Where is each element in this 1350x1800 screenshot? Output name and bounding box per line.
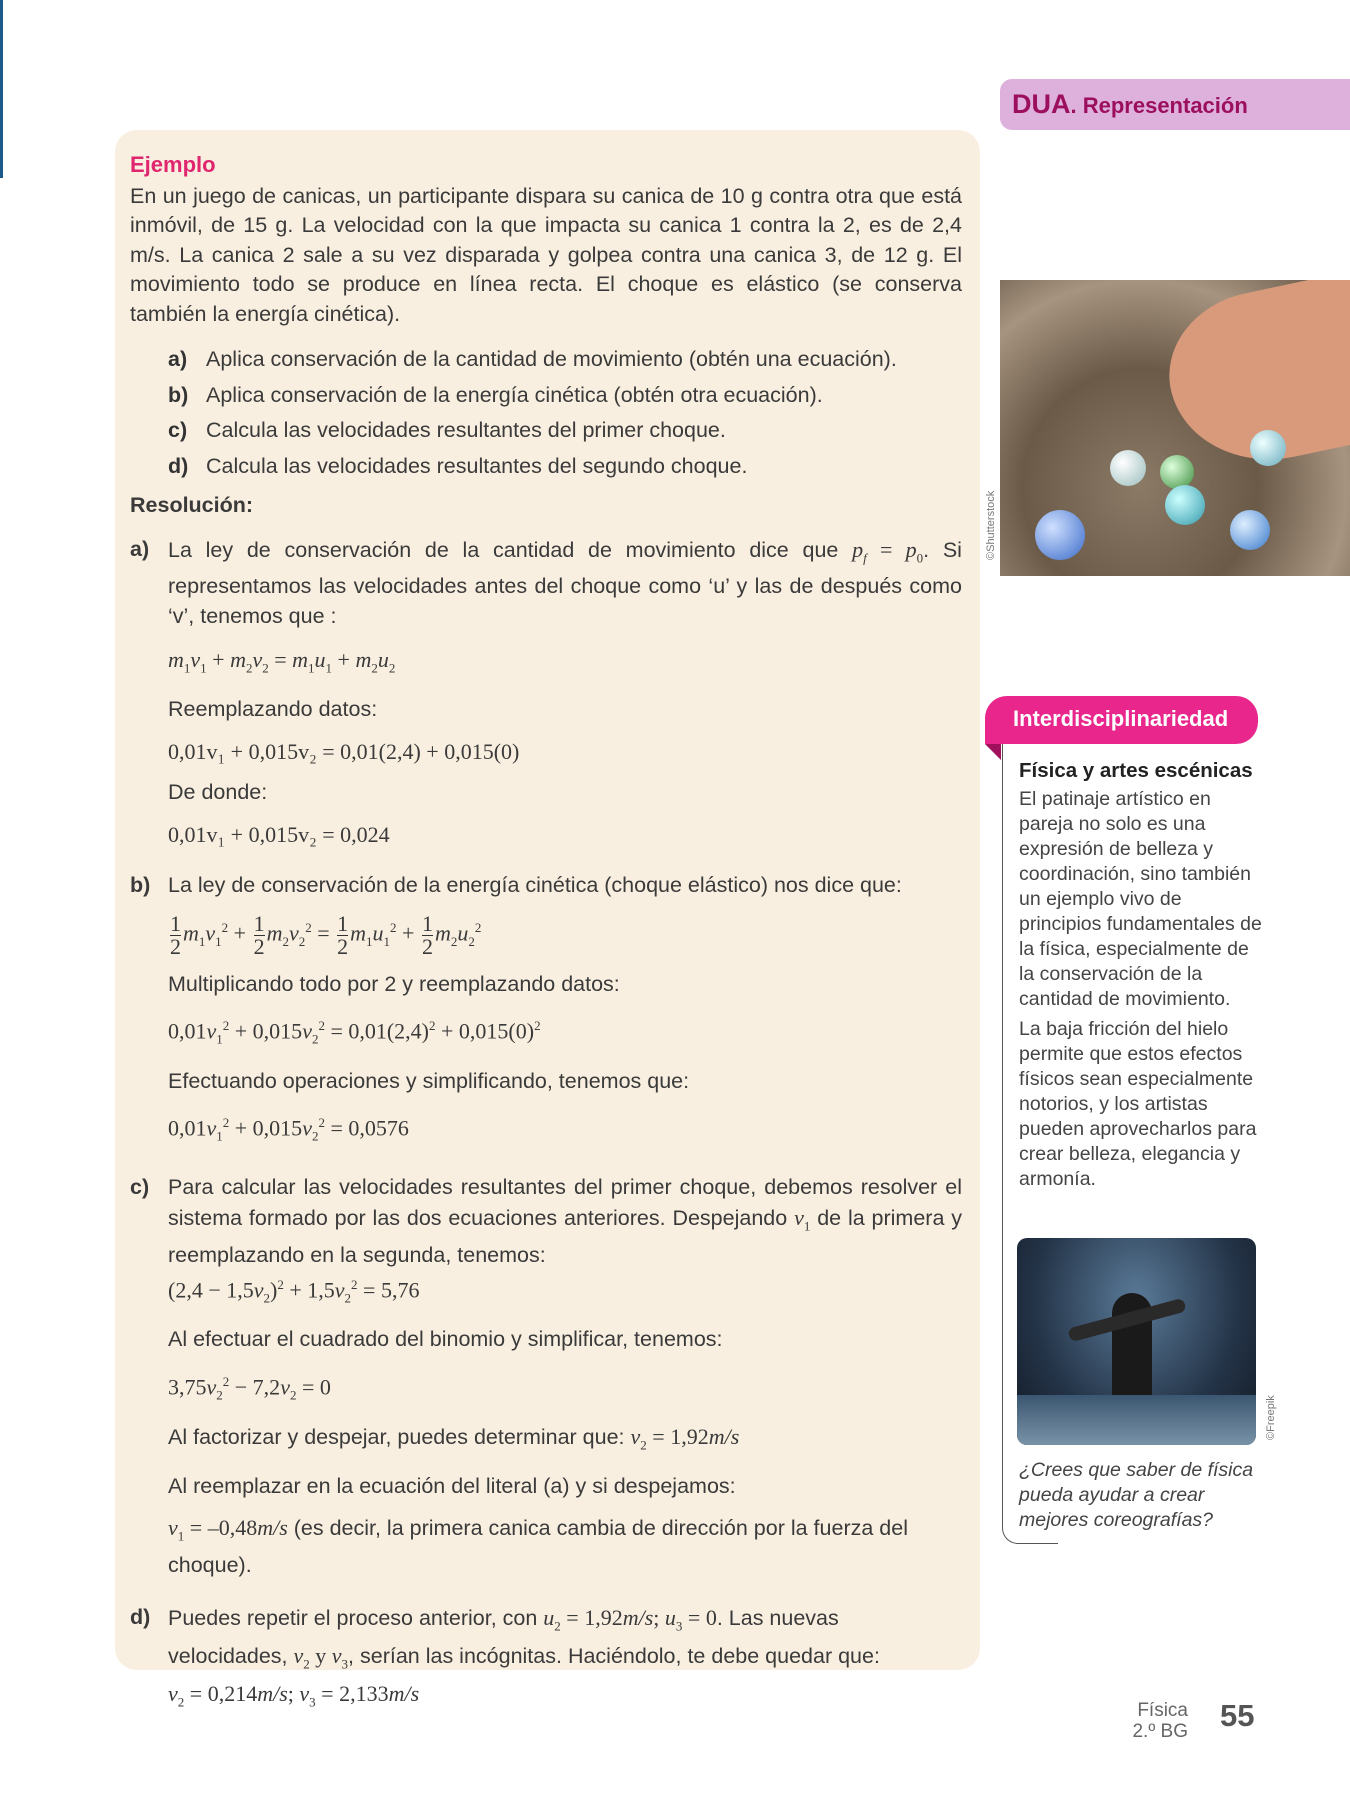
step-text: De donde:: [168, 780, 268, 805]
equation-momentum: $m_1v_1 + m_2v_2 = m_1u_1 + m_2u_2$: [168, 647, 396, 676]
photo-credit: ©Freepik: [1265, 1395, 1277, 1440]
marble: [1230, 510, 1270, 550]
photo-credit: ©Shutterstock: [985, 490, 997, 560]
u3-value: 0: [705, 1604, 717, 1630]
marbles-photo: [1000, 280, 1350, 576]
task-letter: c): [168, 418, 188, 442]
v2-value: 1,92: [670, 1424, 709, 1450]
intro-text: La ley de conservación de la cantidad de movimiento dice que: [168, 537, 839, 562]
page-edge-bar: [0, 0, 3, 178]
v2-value: 0,214: [207, 1680, 258, 1706]
marble: [1165, 485, 1205, 525]
intro-text: Para calcular las velocidades resultantes del primer choque, debemos resolver el sistema formado por las dos ecuaciones anteriores. Despejando: [168, 1175, 962, 1230]
step-text: Multiplicando todo por 2 y reemplazando datos:: [168, 971, 620, 996]
step-factor: Al factorizar y despejar, puedes determinar que: $v_2 = 1,92m/s$: [168, 1424, 740, 1453]
solution-c: [130, 1173, 962, 1593]
step-text: Efectuando operaciones y simplificando, tenemos que:: [168, 1068, 690, 1093]
solution-letter: c): [130, 1175, 150, 1200]
step-text: Reemplazando datos:: [168, 697, 378, 722]
page-number: 55: [1220, 1698, 1255, 1733]
equation-value: 5,76: [380, 1277, 420, 1303]
solution-letter: a): [130, 536, 150, 561]
task-text: Calcula las velocidades resultantes del segundo choque.: [206, 453, 748, 478]
marble: [1250, 430, 1286, 466]
task-item: [168, 416, 962, 446]
equation-result: $v_2 = 0,214m/s$; $v_3 = 2,133m/s$: [168, 1680, 420, 1709]
equation: $0,01v_1^2 + 0,015v_2^2 = 0,0576$: [168, 1115, 409, 1144]
example-title: Ejemplo: [130, 152, 216, 177]
solution-letter: d): [130, 1604, 151, 1629]
dua-rest: . Representación: [1070, 93, 1248, 118]
example-statement: En un juego de canicas, un participante dispara su canica de 10 g contra otra que está inmóvil, de 15 g. La velocidad con la que impacta su canica 1 contra la 2, es de 2,4 m/s. La canica 2 sale a su vez disparada y golpea contra una canica 3, de 12 g. El movimiento todo se produce en línea recta. El choque es elástico (se conserva también la energía cinética).: [130, 183, 962, 326]
step-text: Al reemplazar en la ecuación del literal (a) y si despejamos:: [168, 1473, 736, 1498]
solution-d-intro: Puedes repetir el proceso anterior, con $u_2 = 1,92m/s$; $u_3 = 0$. Las nuevas velocidades, $v_2$ y $v_3$, serían las incógnitas. Haciéndolo, te debe quedar que:: [168, 1604, 880, 1672]
step-text: (es decir, la primera canica cambia de dirección por la fuerza del choque).: [168, 1516, 908, 1578]
marble: [1110, 450, 1146, 486]
step-text: Al factorizar y despejar, puedes determinar que:: [168, 1425, 625, 1450]
solution-b: [130, 871, 962, 1163]
solution-a: [130, 535, 962, 862]
marble: [1035, 510, 1085, 560]
task-text: Aplica conservación de la energía cinética (obtén otra ecuación).: [206, 382, 823, 407]
step-text: La ley de conservación de la energía cinética (choque elástico) nos dice que:: [168, 873, 902, 898]
solution-d: [130, 1603, 962, 1729]
tab-fold: [985, 744, 1001, 760]
interdisciplinary-content: [1019, 758, 1269, 1197]
reflection-question: ¿Crees que saber de física pueda ayudar a crear mejores coreografías?: [1019, 1459, 1254, 1531]
task-letter: b): [168, 382, 189, 407]
u2-value: 1,92: [584, 1604, 623, 1630]
equation: $(2,4 - 1,5v_2)^2 + 1,5v_2^2 = 5,76$: [168, 1277, 420, 1306]
task-item: [168, 381, 962, 411]
subject: Física: [1137, 1700, 1188, 1721]
equation-value: 0,0576: [348, 1115, 409, 1141]
intro-text: Puedes repetir el proceso anterior, con: [168, 1605, 538, 1630]
marble: [1160, 455, 1194, 489]
grade: 2.º BG: [1132, 1721, 1188, 1742]
task-letter: a): [168, 347, 188, 371]
intro-text-3: , serían las incógnitas. Haciéndolo, te debe quedar que:: [348, 1643, 880, 1668]
dua-label: DUA: [1012, 89, 1071, 119]
equation: 0,01v₁ + 0,015v₂ = 0,01(2,4) + 0,015(0): [168, 738, 520, 764]
task-list: [168, 345, 962, 481]
interdisciplinary-tab: Interdisciplinariedad: [985, 696, 1258, 744]
sidebar-paragraph: La baja fricción del hielo permite que estos efectos físicos sean especialmente notorios, y los artistas pueden aprovecharlos para crear belleza, elegancia y armonía.: [1019, 1018, 1257, 1190]
solution-c-intro: Para calcular las velocidades resultantes del primer choque, debemos resolver el sistema formado por las dos ecuaciones anteriores. Despejando $v_1$ de la primera y reemplazando en la segunda, tenemos:: [168, 1175, 963, 1267]
task-text: Aplica conservación de la cantidad de movimiento (obtén una ecuación).: [206, 347, 897, 371]
footer-subject: [1120, 1700, 1188, 1742]
equation-energy: $\frac{1}{2}$ $m_1v_1^2$ + $\frac{1}{2}$ $m_2v_2^2$ = $\frac{1}{2}$ $m_1u_1^2$ + $\frac{1}{2}$ $m_2u_2^2$: [170, 910, 482, 959]
task-text: Calcula las velocidades resultantes del primer choque.: [206, 418, 726, 442]
equation: 0,01v₁ + 0,015v₂ = 0,024: [168, 821, 390, 847]
momentum-formula: $p_f = p_0$: [852, 536, 924, 565]
solution-letter: b): [130, 873, 151, 898]
task-item: [168, 452, 962, 482]
resolution-title: Resolución:: [130, 493, 254, 517]
sidebar-paragraph: El patinaje artístico en pareja no solo es una expresión de belleza y coordinación, sino también un ejemplo vivo de principios fundamentales de la física, especialmente de la conservación de la cantidad de movimiento.: [1019, 788, 1262, 1010]
task-item: [168, 345, 962, 375]
task-letter: d): [168, 453, 189, 478]
ice: [1017, 1395, 1256, 1445]
equation: $0,01v_1^2 + 0,015v_2^2 = 0,01(2,4)^2 + 0,015(0)^2$: [168, 1018, 541, 1047]
equation: $3,75v_2^2 - 7,2v_2 = 0$: [168, 1373, 331, 1403]
sidebar-title: Física y artes escénicas: [1019, 759, 1253, 782]
example-box: [115, 130, 980, 1709]
step-v1: $v_1 = -0,48m/s$ (es decir, la primera canica cambia de dirección por la fuerza del choque).: [168, 1515, 908, 1578]
figure-skating-photo: [1017, 1238, 1256, 1445]
v1-value: –0,48: [207, 1515, 258, 1541]
intro-text-2: de la primera y reemplazando en la segunda, tenemos:: [168, 1205, 963, 1267]
v3-value: 2,133: [339, 1680, 389, 1706]
step-text: Al efectuar el cuadrado del binomio y simplificar, tenemos:: [168, 1327, 723, 1352]
intro-text-2: Si representamos las velocidades antes del choque como ‘u’ y las de después como ‘v’, tenemos que :: [168, 537, 962, 628]
dua-banner: [1000, 79, 1350, 130]
solution-a-intro: La ley de conservación de la cantidad de movimiento dice que $p_f = p_0$. Si representamos las velocidades antes del choque como ‘u’ y las de después como ‘v’, tenemos que :: [168, 536, 962, 628]
intro-text-2: . Las nuevas velocidades,: [168, 1605, 839, 1668]
